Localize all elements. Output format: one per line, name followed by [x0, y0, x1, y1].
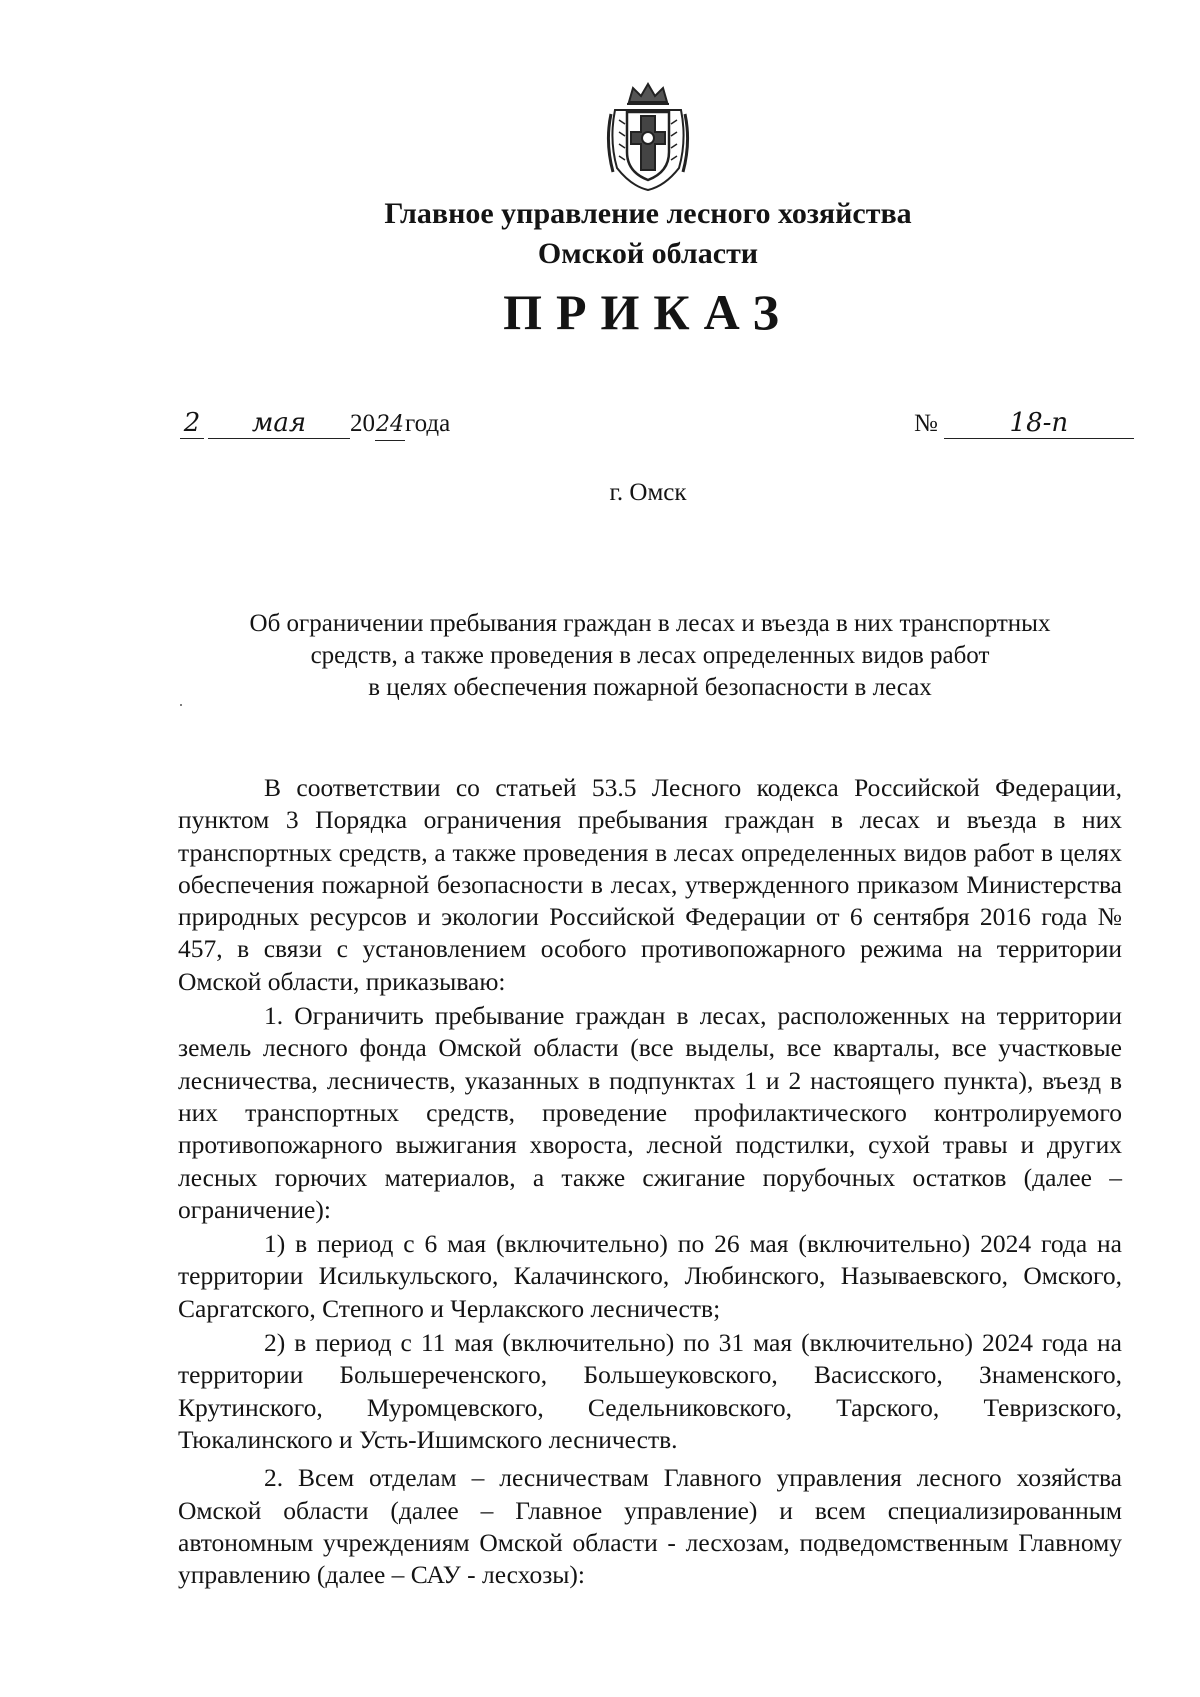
date-month: мая [208, 408, 350, 439]
paragraph-1: 1. Ограничить пребывание граждан в лесах, расположенных на территории земель лесного фонда Омской области (все выделы, все кварталы, все участковые лесничества, лесничеств, указанных в подпунктах 1 и 2 настоящего пункта), въезд в них транспортных средств, проведение профилактического контролируемого противопожарного выжигания хвороста, лесной подстилки, сухой травы и других лесных горючих материалов, а также сжигание порубочных остатков (далее – ограничение): [178, 1001, 1122, 1224]
date-year-prefix: 20 [350, 410, 375, 437]
order-number-field [914, 408, 1134, 439]
title-line-2: средств, а также проведения в лесах определенных видов работ [310, 642, 990, 669]
city: г. Омск [609, 479, 687, 506]
document-body [178, 772, 1122, 1591]
organization-name-line2: Омской области [537, 237, 759, 270]
document-title [180, 608, 1120, 704]
preamble-paragraph: В соответствии со статьей 53.5 Лесного кодекса Российской Федерации, пунктом 3 Порядка ограничения пребывания граждан в лесах и въезда в них транспортных средств, а также проведения в лесах определенных видов работ в целях обеспечения пожарной безопасности в лесах, утвержденного приказом Министерства природных ресурсов и экологии Российской Федерации от 6 сентября 2016 года № 457, в связи с установлением особого противопожарного режима на территории Омской области, приказываю: [178, 773, 1122, 996]
paragraph-2: 2. Всем отделам – лесничествам Главного управления лесного хозяйства Омской области (далее – Главное управление) и всем специализированным автономным учреждениям Омской области - лесхозам, подведомственным Главному управлению (далее – САУ - лесхозы): [178, 1463, 1122, 1590]
date-field [180, 408, 450, 441]
coat-of-arms-emblem [605, 80, 691, 194]
title-line-3: в целях обеспечения пожарной безопасности в лесах [368, 674, 932, 701]
date-year-handwritten: 24 [375, 410, 405, 441]
organization-name [300, 194, 996, 274]
paragraph-1-subitem-2: 2) в период с 11 мая (включительно) по 31 мая (включительно) 2024 года на территории Большереченского, Большеуковского, Васисского, Знаменского, Крутинского, Муромцевского, Седельниковского, Тарского, Тевризского, Тюкалинского и Усть-Ишимского лесничеств. [178, 1328, 1122, 1454]
paragraph-1-subitem-1: 1) в период с 6 мая (включительно) по 26 мая (включительно) 2024 года на территории Исилькульского, Калачинского, Любинского, Называевского, Омского, Саргатского, Степного и Черлакского лесничеств; [178, 1229, 1122, 1323]
title-line-1: Об ограничении пребывания граждан в лесах и въезда в них транспортных [249, 610, 1051, 637]
scan-speck [180, 704, 182, 706]
document-type: ПРИКАЗ [503, 284, 793, 340]
organization-name-line1: Главное управление лесного хозяйства [384, 197, 912, 230]
date-year-suffix: года [405, 410, 451, 437]
order-number-label: № [914, 410, 938, 437]
date-day: 2 [180, 408, 204, 439]
order-number-value: 18-п [944, 408, 1134, 439]
